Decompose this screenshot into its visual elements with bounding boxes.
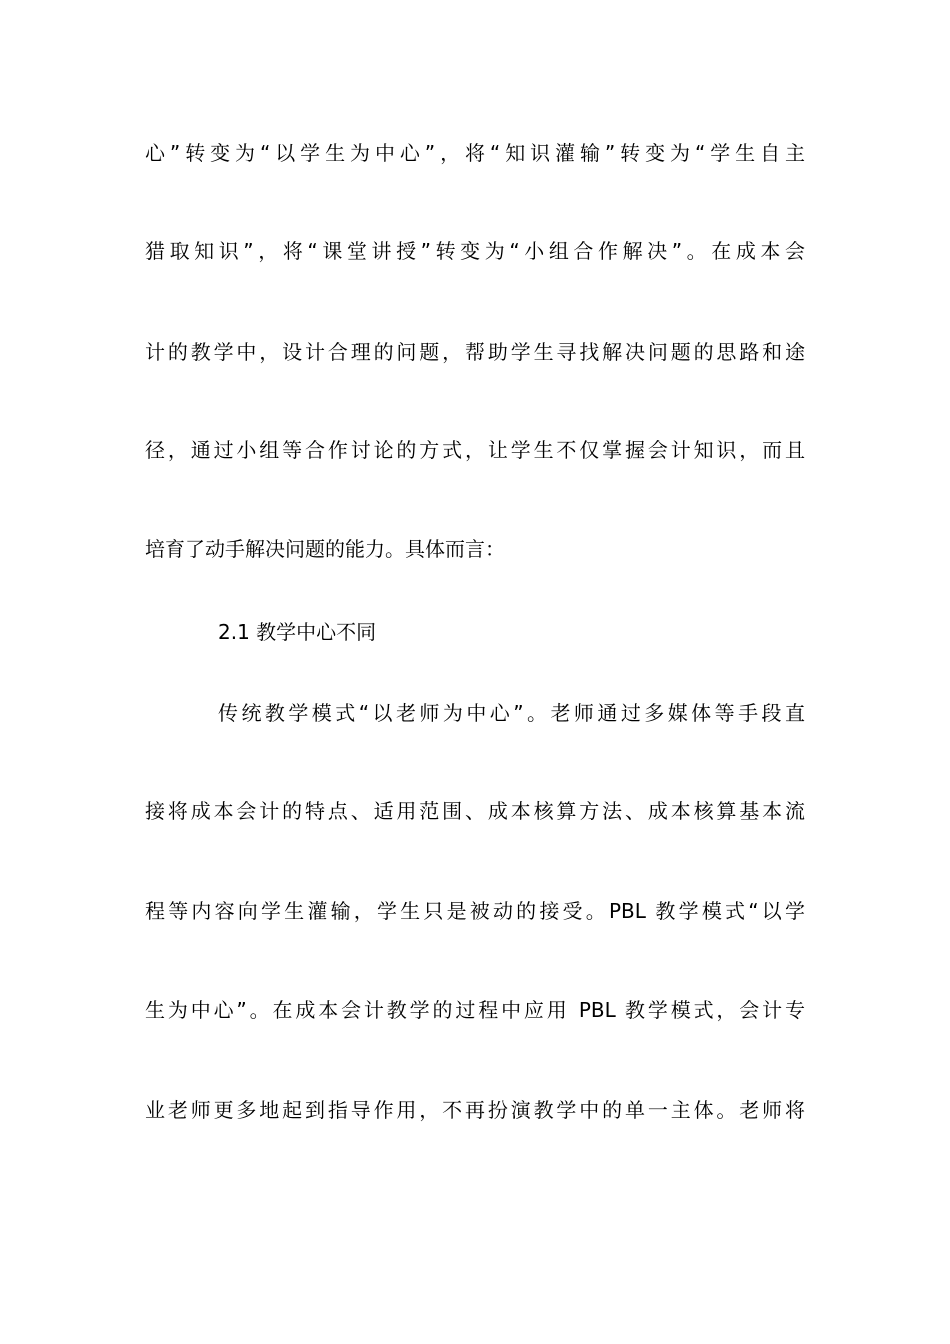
paragraph-line: 径，通过小组等合作讨论的方式，让学生不仅掌握会计知识，而且 [145,438,805,462]
paragraph-line: 生为中心”。在成本会计教学的过程中应用 PBL 教学模式，会计专 [145,998,805,1022]
paragraph-line: 程等内容向学生灌输，学生只是被动的接受。PBL 教学模式“以学 [145,899,805,923]
paragraph-line: 传统教学模式“以老师为中心”。老师通过多媒体等手段直 [218,701,805,725]
paragraph-line: 业老师更多地起到指导作用，不再扮演教学中的单一主体。老师将 [145,1098,805,1122]
paragraph-line: 计的教学中，设计合理的问题，帮助学生寻找解决问题的思路和途 [145,340,805,364]
paragraph-line: 接将成本会计的特点、适用范围、成本核算方法、成本核算基本流 [145,799,805,823]
paragraph-line: 心”转变为“以学生为中心”，将“知识灌输”转变为“学生自主 [145,141,805,165]
paragraph-line: 猎取知识”，将“课堂讲授”转变为“小组合作解决”。在成本会 [145,239,805,263]
section-heading: 2.1 教学中心不同 [218,620,377,644]
paragraph-line: 培育了动手解决问题的能力。具体而言： [145,537,505,561]
